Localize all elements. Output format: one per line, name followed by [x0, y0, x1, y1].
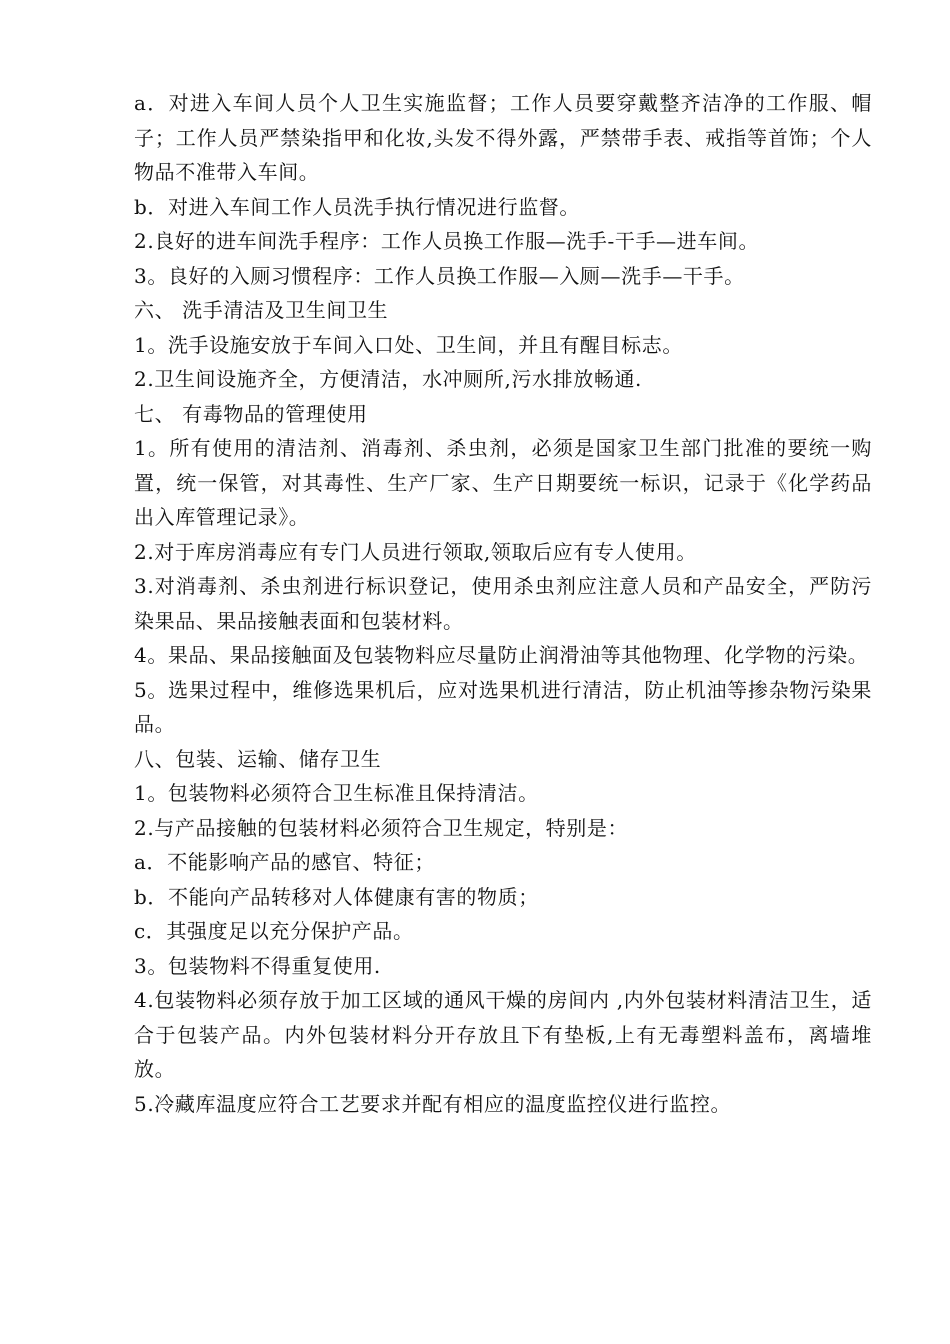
paragraph-handwash-supervision: b．对进入车间工作人员洗手执行情况进行监督。: [134, 194, 581, 219]
paragraph-warehouse-disinfection: 2.对于库房消毒应有专门人员进行领取,领取后应有专人使用。: [134, 539, 697, 564]
paragraph-cold-storage: 5.冷藏库温度应符合工艺要求并配有相应的温度监控仪进行监控。: [134, 1091, 732, 1116]
paragraph-no-reuse: 3。包装物料不得重复使用.: [134, 953, 381, 978]
paragraph-packaging-contact: 2.与产品接触的包装材料必须符合卫生规定，特别是：: [134, 815, 629, 840]
section-heading-6: 六、 洗手清洁及卫生间卫生: [134, 298, 389, 322]
paragraph-restroom-facilities: 2.卫生间设施齐全，方便清洁，水冲厕所,污水排放畅通.: [134, 367, 642, 391]
section-heading-7: 七、 有毒物品的管理使用: [134, 401, 368, 426]
paragraph-toilet-procedure: 3。良好的入厕习惯程序：工作人员换工作服—入厕—洗手—干手。: [134, 263, 745, 288]
paragraph-sorter-cleaning: 5。选果过程中，维修选果机后，应对选果机进行清洁，防止机油等掺杂物污染果品。: [134, 677, 872, 736]
document-page: [134, 86, 872, 1121]
paragraph-item-b: b．不能向产品转移对人体健康有害的物质；: [134, 884, 539, 909]
paragraph-personal-hygiene-supervision: a．对进入车间人员个人卫生实施监督；工作人员要穿戴整齐洁净的工作服、帽子；工作人员严禁染指甲和化妆,头发不得外露，严禁带手表、戒指等首饰；个人物品不准带入车间。: [134, 91, 872, 184]
paragraph-packaging-standard: 1。包装物料必须符合卫生标准且保持清洁。: [134, 781, 539, 805]
paragraph-chemical-labeling: 3.对消毒剂、杀虫剂进行标识登记，使用杀虫剂应注意人员和产品安全，严防污染果品、果品接触表面和包装材料。: [134, 574, 872, 633]
paragraph-chemical-purchase: 1。所有使用的清洁剂、消毒剂、杀虫剂，必须是国家卫生部门批准的要统一购置，统一保管，对其毒性、生产厂家、生产日期要统一标识，记录于《化学药品出入库管理记录》。: [134, 436, 872, 529]
paragraph-packaging-storage: 4.包装物料必须存放于加工区域的通风干燥的房间内 ,内外包装材料清洁卫生，适合于包装产品。内外包装材料分开存放且下有垫板,上有无毒塑料盖布，离墙堆放。: [134, 988, 872, 1081]
paragraph-item-a: a．不能影响产品的感官、特征；: [134, 850, 435, 874]
paragraph-item-c: c．其强度足以充分保护产品。: [134, 919, 414, 943]
paragraph-handwash-facilities: 1。洗手设施安放于车间入口处、卫生间，并且有醒目标志。: [134, 332, 683, 357]
paragraph-contamination-prevention: 4。果品、果品接触面及包装物料应尽量防止润滑油等其他物理、化学物的污染。: [134, 643, 869, 667]
paragraph-entry-handwash-procedure: 2.良好的进车间洗手程序：工作人员换工作服—洗手-干手—进车间。: [134, 229, 760, 253]
section-heading-8: 八、包装、运输、储存卫生: [134, 746, 382, 771]
